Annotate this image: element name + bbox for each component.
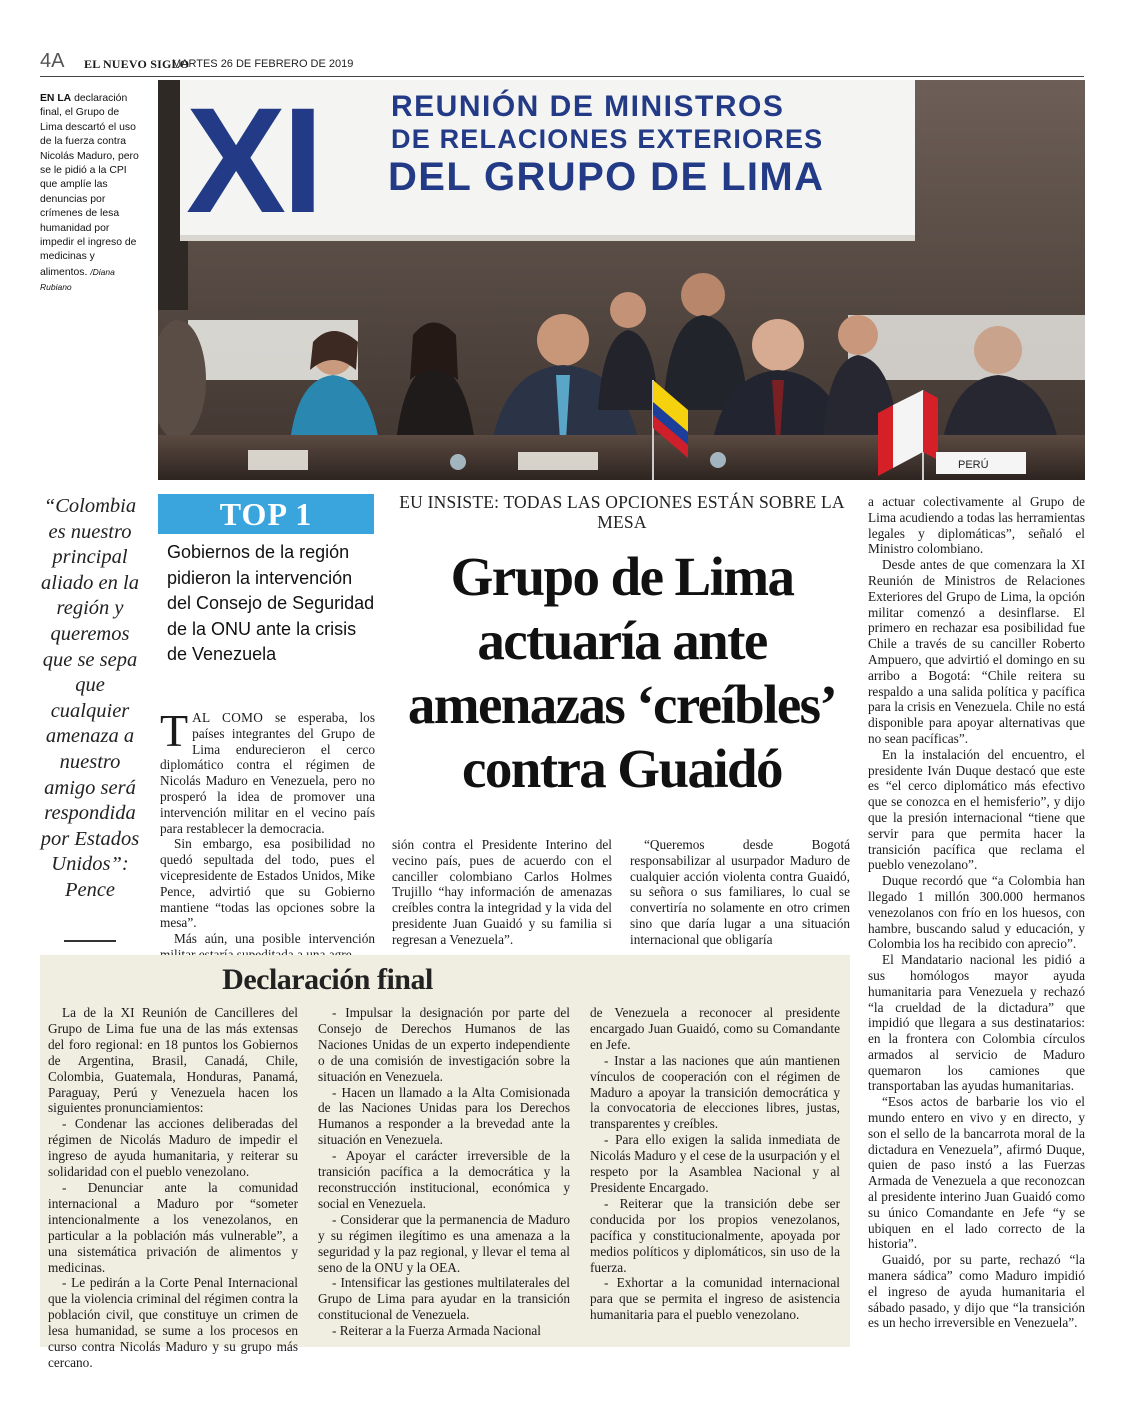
article-paragraph: “Queremos desde Bogotá responsabilizar al usurpador Maduro de cualquier acción violenta contra Guaidó, su señora o sus familiares, lo cual se convertiría no solamente en otro crimen sino que daría lugar a una situación internacional que obligaría — [630, 837, 850, 947]
header-rule — [40, 76, 1084, 77]
declaration-paragraph: - Condenar las acciones deliberadas del régimen de Nicolás Maduro de impedir el ingreso de ayuda humanitaria, y reiterar su solidaridad con el pueblo venezolano. — [48, 1116, 298, 1180]
declaration-paragraph: - Denunciar ante la comunidad internacional a Maduro por “someter intencionalmente a los venezolanos, en particular a la población más vulnerable”, a una sistemática privación de alimentos y medicinas. — [48, 1179, 298, 1275]
banner-line-3: DEL GRUPO DE LIMA — [388, 155, 825, 199]
declaration-paragraph: - Reiterar que la transición debe ser conducida por los propios venezolanos, pacífica y constitucionalmente, apoyada por medios políticos y diplomáticos, sin uso de la fuerza. — [590, 1195, 840, 1275]
meeting-photo — [158, 80, 1085, 480]
declaration-paragraph: La de la XI Reunión de Cancilleres del Grupo de Lima fue una de las más extensas del foro regional: en 18 puntos los Gobiernos de Argentina, Brasil, Canadá, Chile, Colombia, Guatemala, Honduras, Panamá, Paraguay, Perú y Venezuela hacen los siguientes pronunciamientos: — [48, 1005, 298, 1116]
declaration-paragraph: - Apoyar el carácter irreversible de la transición pacífica a la democrática y la reconstrucción institucional, económica y social en Venezuela. — [318, 1148, 570, 1211]
caption-lead: EN LA — [40, 93, 72, 104]
article-paragraph: Duque recordó que “a Colombia han llegado 1 millón 300.000 hermanos venezolanos con frío en los huesos, con hambre, buscando salud y educación, y Colombia los ha recibido con aprecio”. — [868, 873, 1085, 952]
banner-numeral: XI — [186, 80, 320, 244]
declaration-paragraph: - Exhortar a la comunidad internacional para que se permita el ingreso de asistencia humanitaria para el pueblo venezolano. — [590, 1275, 840, 1323]
newspaper-name: EL NUEVO SIGLO — [84, 57, 190, 71]
article-column-1 — [160, 705, 375, 963]
article-paragraph: Guaidó, por su parte, rechazó “la manera sádica” como Maduro impidió el ingreso de ayuda humanitaria el sábado pasado, y dijo que “la transición es un hecho irreversible en Venezuela”. — [868, 1252, 1085, 1331]
drop-cap: T — [160, 705, 189, 756]
declaration-column-3 — [590, 1005, 840, 1323]
declaration-paragraph: - Instar a las naciones que aún mantienen vínculos de cooperación con el régimen de Maduro a apoyar la transición democrática y la convocatoria de elecciones libres, justas, transparentes y creíbles. — [590, 1052, 840, 1132]
top1-label: TOP 1 — [158, 494, 374, 534]
photo-caption — [40, 92, 144, 296]
declaration-paragraph: de Venezuela a reconocer al presidente encargado Juan Guaidó, como su Comandante en Jefe. — [590, 1005, 840, 1052]
article-column-2 — [392, 837, 612, 948]
nameplate-text: PERÚ — [958, 459, 989, 471]
caption-text: declaración final, el Grupo de Lima descartó el uso de la fuerza contra Nicolás Maduro, pero se le pidió a la CPI que amplíe las denuncias por crímenes de lesa humanidad por impedir el ingreso de medicinas y alimentos. — [40, 93, 139, 278]
lead-caps: AL COMO — [192, 710, 264, 725]
article-paragraph: “Esos actos de barbarie los vio el mundo entero en vivo y en directo, y son el sello de la bancarrota moral de la dictadura en Venezuela”, afirmó Duque, quien de paso instó a las Fuerzas Armada de Venezuela a que reconozcan al presidente interino Juan Guaidó como su único Comandante en Jefe “y se ubiquen en el lado correcto de la historia”. — [868, 1094, 1085, 1252]
article-paragraph: Sin embargo, esa posibilidad no quedó sepultada del todo, pues el vicepresidente de Estados Unidos, Mike Pence, advirtió que su Gobierno mantiene “todas las opciones sobre la mesa”. — [160, 836, 375, 931]
banner-line-1: REUNIÓN DE MINISTROS — [391, 90, 785, 123]
article-paragraph: Más aún, una posible intervención — [174, 931, 375, 947]
declaration-paragraph: - Impulsar la designación por parte del Consejo de Derechos Humanos de las Naciones Unidas de un experto independiente o de una comisión de investigación sobre la situación en Venezuela. — [318, 1005, 570, 1084]
article-paragraph: sión contra el Presidente Interino del vecino país, pues de acuerdo con el canciller colombiano Carlos Holmes Trujillo “hay información de amenazas creíbles contra la integridad y la vida del presidente Juan Guaidó y su familia si regresan a Venezuela”. — [392, 837, 612, 947]
declaration-paragraph: - Hacen un llamado a la Alta Comisionada de las Naciones Unidas para los Derechos Humanos a responder a la brevedad ante la situación en Venezuela. — [318, 1084, 570, 1148]
photo-illustration — [158, 80, 1085, 480]
article-paragraph: se esperaba, los países integrantes del Grupo de Lima endurecieron el cerco diplomático contra el régimen de Nicolás Maduro en Venezuela, pero no prosperó la idea de promover una intervención militar en el vecino país para restablecer la democracia. — [160, 710, 375, 836]
article-paragraph: Desde antes de que comenzara la XI Reunión de Ministros de Relaciones Exteriores del Grupo de Lima, la opción militar comenzó a desinflarse. El primero en rechazar esa posibilidad fue Chile a través de su canciller Roberto Ampuero, que advirtió el domingo en su arribo a Bogotá: “Chile reitera su respaldo a una salida política y pacífica para la crisis en Venezuela. Chile no está disponible para apoyar alternativas que no sean pacíficas”. — [868, 557, 1085, 746]
article-column-4 — [868, 494, 1085, 1331]
declaration-column-1 — [48, 1005, 298, 1371]
top1-text: Gobiernos de la región pidieron la intervención del Consejo de Seguridad de la ONU ante la crisis de Venezuela — [167, 542, 375, 664]
declaration-paragraph: - Para ello exigen la salida inmediata de Nicolás Maduro y el cese de la usurpación y el respeto por la Asamblea Nacional y al Presidente Encargado. — [590, 1132, 840, 1195]
article-paragraph: a actuar colectivamente al Grupo de Lima acudiendo a todas las herramientas legales y diplomáticas”, señaló el Ministro colombiano. — [868, 494, 1085, 557]
page-number: 4A — [40, 50, 65, 72]
headline: Grupo de Lima actuaría ante amenazas ‘creíbles’ contra Guaidó — [407, 546, 837, 799]
declaration-paragraph: - Reiterar a la Fuerza Armada Nacional — [332, 1323, 541, 1339]
declaration-paragraph: - Le pedirán a la Corte Penal Internacional que la violencia criminal del régimen contra la población civil, que constituye un crimen de lesa humanidad, se sume a los procesos en curso contra Nicolás Maduro y su grupo más cercano. — [48, 1275, 298, 1370]
article-paragraph: En la instalación del encuentro, el presidente Iván Duque destacó que este es “el cerco diplomático más efectivo que se conozca en el hemisferio”, y dijo que la presión internacional “tiene que servir para que permita hacer la transición pacífica que reclama el pueblo venezolano”. — [868, 746, 1085, 873]
declaration-column-2 — [318, 1005, 570, 1339]
banner-line-2: DE RELACIONES EXTERIORES — [391, 124, 824, 154]
pull-quote: “Colombia es nuestro principal aliado en la región y queremos que se sepa que cualquier amenaza a nuestro amigo será respondida por Estados Unidos”: Pence — [40, 495, 140, 901]
declaration-paragraph: - Considerar que la permanencia de Maduro y su régimen ilegítimo es una amenaza a la seguridad y la paz regional, y llevar el tema al seno de la ONU y la OEA. — [318, 1211, 570, 1275]
article-paragraph: El Mandatario nacional les pidió a sus homólogos mayor ayuda humanitaria para Venezuela y rechazó “la crueldad de la dictadura” que impidió que llegara a sus destinatarios: en la frontera con Colombia círculos armados al servicio de Maduro quemaron los camiones que transportaban las ayudas humanitarias. — [868, 952, 1085, 1094]
article-column-3 — [630, 837, 850, 948]
declaration-title: Declaración final — [222, 963, 433, 996]
issue-date: MARTES 26 DE FEBRERO DE 2019 — [172, 58, 354, 70]
photo-credit: /Diana Rubiano — [40, 266, 115, 293]
quote-rule — [64, 940, 116, 942]
declaration-paragraph: - Intensificar las gestiones multilaterales del Grupo de Lima para ayudar en la transición constitucional de Venezuela. — [318, 1275, 570, 1323]
kicker: EU INSISTE: TODAS LAS OPCIONES ESTÁN SOBRE LA MESA — [399, 492, 845, 532]
